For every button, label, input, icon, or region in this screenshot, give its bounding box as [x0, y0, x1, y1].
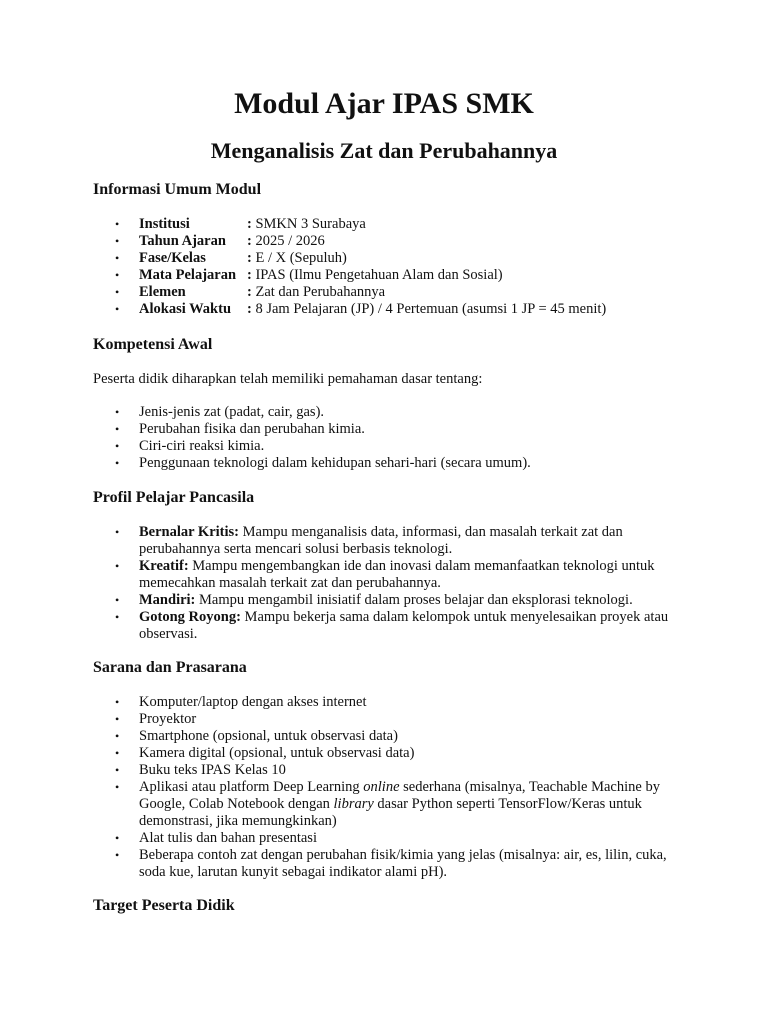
bullet: •	[115, 422, 120, 436]
bullet: •	[115, 302, 120, 316]
list-item: • Komputer/laptop dengan akses internet	[115, 694, 367, 710]
bullet: •	[115, 456, 120, 470]
list-item: • Mandiri: Mampu mengambil inisiatif dalam proses belajar dan eksplorasi teknologi.	[115, 592, 633, 608]
info-row: • Mata Pelajaran : IPAS (Ilmu Pengetahuan Alam dan Sosial)	[115, 267, 503, 283]
bullet: •	[115, 695, 120, 709]
sarana-list	[93, 694, 683, 881]
info-value: SMKN 3 Surabaya	[255, 216, 366, 232]
info-label: Tahun Ajaran	[139, 233, 226, 249]
info-row: • Tahun Ajaran : 2025 / 2026	[115, 233, 325, 249]
info-row: • Elemen : Zat dan Perubahannya	[115, 284, 386, 300]
info-label: Fase/Kelas	[139, 250, 206, 266]
list-item: • Gotong Royong: Mampu bekerja sama dalam kelompok untuk menyelesaikan proyek atau observasi.	[115, 609, 669, 642]
list-item: • Buku teks IPAS Kelas 10	[115, 762, 286, 778]
bullet: •	[115, 746, 120, 760]
info-value: 8 Jam Pelajaran (JP) / 4 Pertemuan (asumsi 1 JP = 45 menit)	[255, 301, 607, 317]
section-heading-sarana: Sarana dan Prasarana	[93, 659, 247, 676]
list-item: • Jenis-jenis zat (padat, cair, gas).	[115, 404, 325, 420]
info-list	[93, 216, 683, 318]
document-subtitle: Menganalisis Zat dan Perubahannya	[210, 138, 558, 163]
info-label: Elemen	[139, 284, 186, 300]
list-item: • Alat tulis dan bahan presentasi	[115, 830, 317, 846]
section-heading-kompetensi: Kompetensi Awal	[93, 336, 213, 353]
bullet: •	[115, 593, 120, 607]
bullet: •	[115, 217, 120, 231]
info-label: Mata Pelajaran	[139, 267, 237, 283]
list-item: • Bernalar Kritis: Mampu menganalisis data, informasi, dan masalah terkait zat dan perubahannya serta mencari solusi berbasis teknologi.	[115, 524, 623, 557]
list-item: • Perubahan fisika dan perubahan kimia.	[115, 421, 365, 437]
info-value: E / X (Sepuluh)	[255, 250, 347, 266]
list-item: • Kamera digital (opsional, untuk observasi data)	[115, 745, 415, 761]
list-item: • Proyektor	[115, 711, 197, 727]
list-item: • Kreatif: Mampu mengembangkan ide dan inovasi dalam memanfaatkan teknologi untuk memecahkan masalah terkait zat dan perubahannya.	[115, 558, 655, 591]
bullet: •	[115, 285, 120, 299]
bullet: •	[115, 848, 120, 862]
bullet: •	[115, 525, 120, 539]
bullet: •	[115, 559, 120, 573]
info-value: IPAS (Ilmu Pengetahuan Alam dan Sosial)	[255, 267, 503, 283]
profil-list	[93, 524, 683, 643]
list-item: • Penggunaan teknologi dalam kehidupan sehari-hari (secara umum).	[115, 455, 531, 471]
document-title: Modul Ajar IPAS SMK	[234, 87, 534, 120]
info-row: • Institusi : SMKN 3 Surabaya	[115, 216, 366, 232]
list-item: • Ciri-ciri reaksi kimia.	[115, 438, 265, 454]
bullet: •	[115, 831, 120, 845]
info-row: • Fase/Kelas : E / X (Sepuluh)	[115, 250, 347, 266]
info-value: Zat dan Perubahannya	[255, 284, 386, 300]
info-label: Institusi	[139, 216, 190, 232]
info-label: Alokasi Waktu	[139, 301, 232, 317]
bullet: •	[115, 439, 120, 453]
info-row: • Alokasi Waktu : 8 Jam Pelajaran (JP) / 4 Pertemuan (asumsi 1 JP = 45 menit)	[115, 301, 607, 317]
section-heading-profil: Profil Pelajar Pancasila	[93, 489, 255, 506]
list-item: • Aplikasi atau platform Deep Learning online sederhana (misalnya, Teachable Machine by Google, Colab Notebook dengan library dasar Python seperti TensorFlow/Keras untuk demonstrasi, jika memungkinkan)	[115, 779, 660, 829]
bullet: •	[115, 763, 120, 777]
bullet: •	[115, 234, 120, 248]
kompetensi-intro: Peserta didik diharapkan telah memiliki pemahaman dasar tentang:	[93, 371, 483, 387]
kompetensi-list	[93, 404, 683, 472]
section-heading-target: Target Peserta Didik	[93, 897, 235, 914]
list-item: • Smartphone (opsional, untuk observasi data)	[115, 728, 398, 744]
bullet: •	[115, 251, 120, 265]
bullet: •	[115, 729, 120, 743]
bullet: •	[115, 780, 120, 794]
bullet: •	[115, 712, 120, 726]
bullet: •	[115, 268, 120, 282]
info-value: 2025 / 2026	[255, 233, 325, 249]
bullet: •	[115, 405, 120, 419]
list-item: • Beberapa contoh zat dengan perubahan fisik/kimia yang jelas (misalnya: air, es, lilin, cuka, soda kue, larutan kunyit sebagai indikator alami pH).	[115, 847, 667, 880]
bullet: •	[115, 610, 120, 624]
section-heading-informasi: Informasi Umum Modul	[93, 181, 262, 198]
